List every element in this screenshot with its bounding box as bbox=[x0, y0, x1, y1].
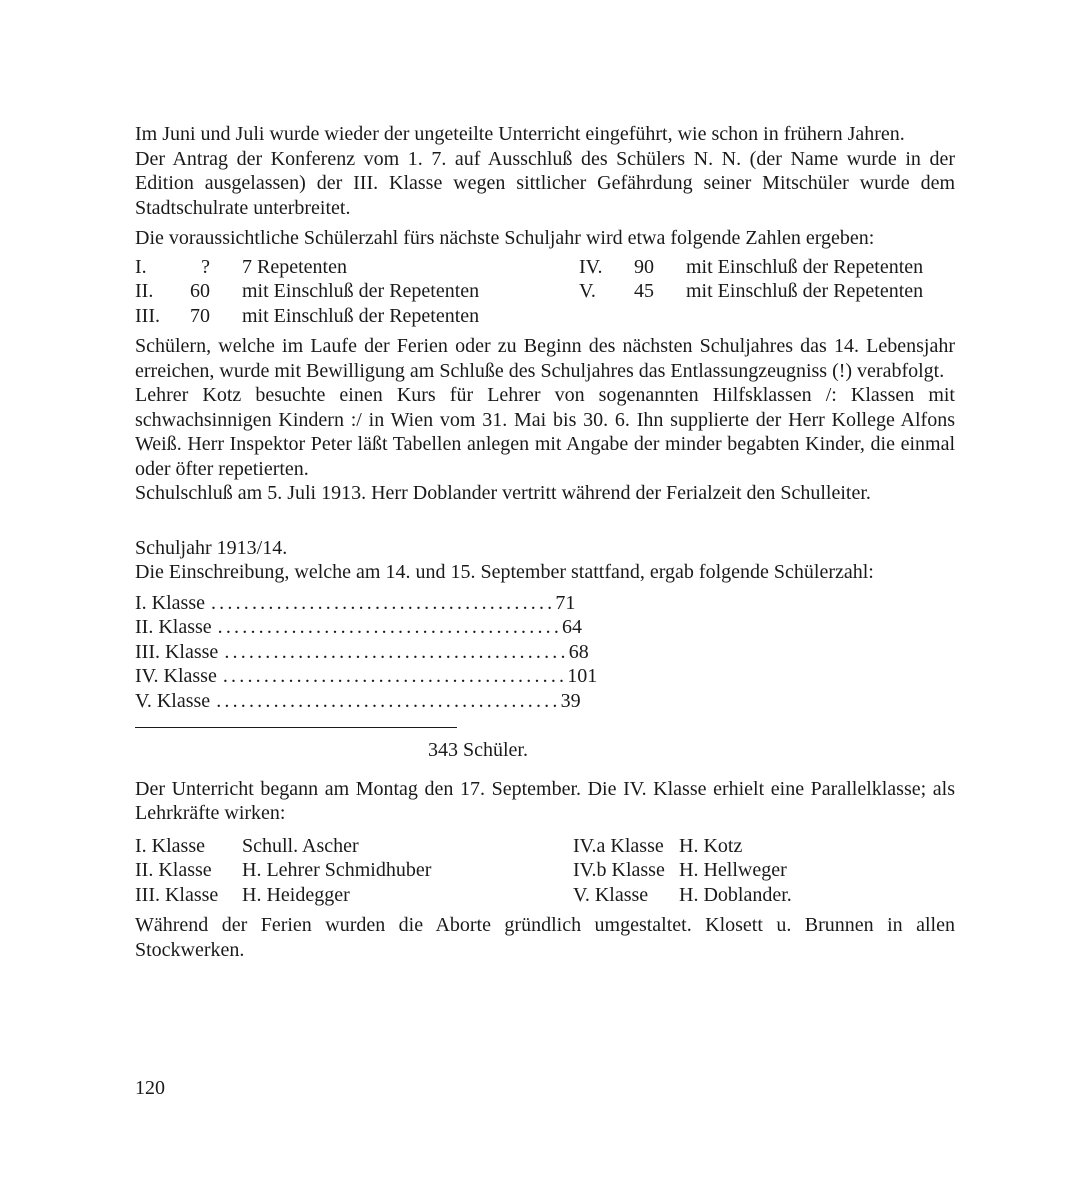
teacher-name: H. Doblander. bbox=[679, 883, 792, 906]
leader-dots: .......................................... bbox=[216, 689, 561, 712]
forecast-count: ? bbox=[201, 255, 210, 278]
forecast-table bbox=[135, 255, 955, 329]
paragraph-forecast-intro: Die voraussichtliche Schülerzahl fürs nächste Schuljahr wird etwa folgende Zahlen ergeben: bbox=[135, 227, 875, 249]
teacher-name: H. Heidegger bbox=[242, 883, 350, 906]
leader-dots: .......................................... bbox=[217, 616, 563, 638]
enrollment-class: IV. Klasse bbox=[135, 665, 217, 687]
enrollment-class: V. Klasse bbox=[135, 689, 211, 712]
teacher-class: II. Klasse bbox=[135, 859, 212, 881]
teacher-class: I. Klasse bbox=[135, 834, 205, 857]
page-body bbox=[135, 122, 955, 962]
forecast-class: II. bbox=[135, 280, 154, 302]
forecast-note: mit Einschluß der Repetenten bbox=[686, 255, 924, 278]
sum-rule-divider bbox=[135, 727, 457, 728]
teacher-name: H. Kotz bbox=[679, 834, 743, 857]
forecast-count: 60 bbox=[190, 280, 210, 302]
teacher-class: IV.b Klasse bbox=[573, 859, 665, 881]
teachers-table bbox=[135, 834, 955, 908]
enrollment-count: 101 bbox=[567, 665, 598, 687]
leader-dots: .......................................... bbox=[210, 591, 556, 614]
teacher-row bbox=[135, 883, 955, 908]
paragraph-enrollment-intro: Die Einschreibung, welche am 14. und 15. September stattfand, ergab folgende Schülerzahl: bbox=[135, 561, 874, 583]
section-heading-school-year: Schuljahr 1913/14. bbox=[135, 536, 288, 559]
enrollment-count: 68 bbox=[568, 640, 589, 663]
paragraph-teacher-course: Lehrer Kotz besuchte einen Kurs für Lehrer von sogenannten Hilfsklassen /: Klassen mit schwachsinnigen Kindern :/ in Wien vom 31. Mai bis 30. 6. Ihn supplierte der Herr Kollege Alfons Weiß. Herr Inspektor Peter läßt Tabellen anlegen mit Angabe der minder begabten Kinder, die einmal oder öfter repetierten. bbox=[135, 384, 955, 480]
enrollment-row bbox=[135, 615, 583, 640]
enrollment-class: I. Klasse bbox=[135, 591, 205, 614]
teacher-class: IV.a Klasse bbox=[573, 834, 664, 857]
forecast-count: 90 bbox=[634, 255, 654, 278]
paragraph-toilets: Während der Ferien wurden die Aborte gründlich umgestaltet. Klosett u. Brunnen in allen Stockwerken. bbox=[135, 914, 955, 961]
forecast-count: 45 bbox=[634, 280, 654, 302]
enrollment-row bbox=[135, 640, 589, 665]
forecast-count: 70 bbox=[190, 304, 210, 327]
forecast-class: III. bbox=[135, 304, 160, 327]
teacher-row bbox=[135, 834, 955, 859]
teacher-row bbox=[135, 858, 955, 883]
forecast-row bbox=[135, 255, 955, 280]
teacher-class: V. Klasse bbox=[573, 883, 649, 906]
enrollment-row bbox=[135, 591, 576, 616]
forecast-class: IV. bbox=[579, 255, 603, 278]
teacher-name: H. Hellweger bbox=[679, 859, 787, 881]
enrollment-table bbox=[135, 591, 598, 714]
enrollment-row bbox=[135, 664, 598, 689]
paragraph-leaving-certificate: Schülern, welche im Laufe der Ferien oder zu Beginn des nächsten Schuljahres das 14. Lebensjahr erreichen, wurde mit Bewilligung am Schluße des Schuljahres das Entlassungzeugniss (!) verabfolgt. bbox=[135, 335, 955, 382]
forecast-row bbox=[135, 304, 955, 329]
teacher-name: Schull. Ascher bbox=[242, 834, 359, 857]
page-number: 120 bbox=[135, 1077, 165, 1099]
forecast-note: mit Einschluß der Repetenten bbox=[242, 280, 480, 302]
forecast-class: V. bbox=[579, 280, 596, 302]
enrollment-class: III. Klasse bbox=[135, 640, 219, 663]
leader-dots: .......................................... bbox=[224, 640, 569, 663]
paragraph-school-end: Schulschluß am 5. Juli 1913. Herr Doblander vertritt während der Ferialzeit den Schulleiter. bbox=[135, 482, 871, 504]
paragraph-conference-motion: Der Antrag der Konferenz vom 1. 7. auf Ausschluß des Schülers N. N. (der Name wurde in der Edition ausgelassen) der III. Klasse wegen sittlicher Gefährdung seiner Mitschüler wurde dem Stadtschulrate unterbreitet. bbox=[135, 147, 955, 219]
enrollment-count: 64 bbox=[562, 616, 583, 638]
enrollment-count: 71 bbox=[555, 591, 576, 614]
enrollment-row bbox=[135, 689, 581, 714]
leader-dots: .......................................... bbox=[222, 665, 568, 687]
forecast-row bbox=[135, 279, 955, 304]
forecast-class: I. bbox=[135, 255, 147, 278]
enrollment-class: II. Klasse bbox=[135, 616, 212, 638]
forecast-note: mit Einschluß der Repetenten bbox=[686, 280, 924, 302]
paragraph-june-july: Im Juni und Juli wurde wieder der ungeteilte Unterricht eingeführt, wie schon in frühern Jahren. bbox=[135, 123, 905, 145]
teacher-class: III. Klasse bbox=[135, 883, 219, 906]
forecast-note: mit Einschluß der Repetenten bbox=[242, 304, 480, 327]
paragraph-lessons-start: Der Unterricht begann am Montag den 17. September. Die IV. Klasse erhielt eine Parallelklasse; als Lehrkräfte wirken: bbox=[135, 777, 955, 824]
forecast-note: 7 Repetenten bbox=[242, 255, 347, 278]
enrollment-count: 39 bbox=[560, 689, 581, 712]
enrollment-total: 343 Schüler. bbox=[428, 739, 528, 761]
teacher-name: H. Lehrer Schmidhuber bbox=[242, 859, 432, 881]
